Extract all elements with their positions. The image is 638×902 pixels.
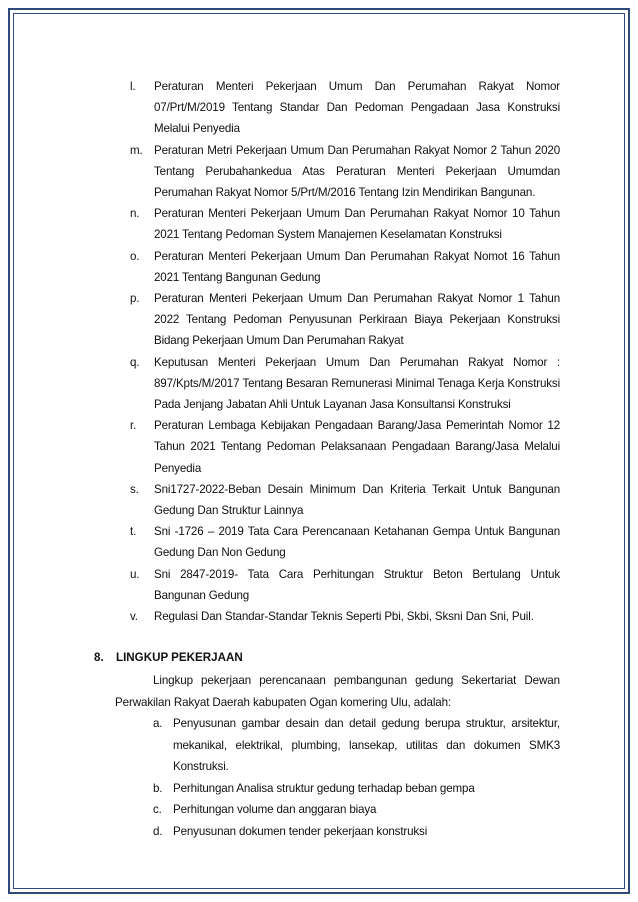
list-marker: n. xyxy=(130,207,140,221)
list-item xyxy=(153,799,560,821)
list-marker: p. xyxy=(130,292,140,306)
list-item xyxy=(153,713,560,778)
list-item xyxy=(130,479,560,521)
list-item xyxy=(130,352,560,416)
list-item-text: Peraturan Lembaga Kebijakan Pengadaan Barang/Jasa Pemerintah Nomor 12 Tahun 2021 Tentang Pedoman Pelaksanaan Pengadaan Barang/Jasa Melalui Penyedia xyxy=(154,419,560,475)
list-item xyxy=(130,521,560,563)
section-title: LINGKUP PEKERJAAN xyxy=(116,651,243,664)
list-marker: b. xyxy=(153,781,163,795)
list-item-text: Penyusunan dokumen tender pekerjaan konstruksi xyxy=(173,824,428,838)
list-item xyxy=(153,778,560,800)
section-number: 8. xyxy=(94,651,104,664)
list-marker: s. xyxy=(130,482,139,496)
list-marker: m. xyxy=(130,143,143,157)
list-item xyxy=(130,415,560,479)
list-marker: t. xyxy=(130,525,137,539)
list-item xyxy=(153,821,560,843)
list-item-text: Peraturan Menteri Pekerjaan Umum Dan Perumahan Rakyat Nomot 16 Tahun 2021 Tentang Bangunan Gedung xyxy=(154,249,560,284)
list-item-text: Peraturan Metri Pekerjaan Umum Dan Perumahan Rakyat Nomor 2 Tahun 2020 Tentang Perubahankedua Atas Peraturan Menteri Pekerjaan Umumdan Perumahan Rakyat Nomor 5/Prt/M/2016 Tentang Izin Mendirikan Bangunan. xyxy=(154,143,560,200)
list-marker: c. xyxy=(153,803,162,816)
list-item xyxy=(130,606,560,627)
list-item xyxy=(130,203,560,245)
list-item-text: Sni 2847-2019- Tata Cara Perhitungan Struktur Beton Bertulang Untuk Bangunan Gedung xyxy=(154,567,560,602)
list-item xyxy=(130,564,560,606)
list-item-text: Peraturan Menteri Pekerjaan Umum Dan Perumahan Rakyat Nomor 1 Tahun 2022 Tentang Pedoman Penyusunan Perkiraan Biaya Pekerjaan Konstruksi Bidang Pekerjaan Umum Dan Perumahan Rakyat xyxy=(154,292,560,348)
list-item-text: Keputusan Menteri Pekerjaan Umum Dan Perumahan Rakyat Nomor : 897/Kpts/M/2017 Tentang Besaran Remunerasi Minimal Tenaga Kerja Konstruksi Pada Jenjang Jabatan Ahli Untuk Layanan Jasa Konsultansi Konstruksi xyxy=(154,355,560,412)
paragraph-text: Lingkup pekerjaan perencanaan pembangunan gedung Sekertariat Dewan Perwakilan Rakyat Daerah kabupaten Ogan komering Ulu, adalah: xyxy=(115,674,560,709)
list-item xyxy=(130,288,560,352)
list-marker: l. xyxy=(130,80,136,93)
list-marker: o. xyxy=(130,249,140,263)
list-marker: u. xyxy=(130,567,140,581)
list-marker: a. xyxy=(153,717,163,730)
list-item xyxy=(130,246,560,288)
list-marker: d. xyxy=(153,824,163,838)
list-item-text: Perhitungan Analisa struktur gedung terhadap beban gempa xyxy=(173,781,475,795)
section-paragraph xyxy=(115,670,560,713)
scope-list xyxy=(153,713,560,842)
list-item-text: Regulasi Dan Standar-Standar Teknis Seperti Pbi, Skbi, Sksni Dan Sni, Puil. xyxy=(154,610,534,624)
list-item-text: Sni1727-2022-Beban Desain Minimum Dan Kriteria Terkait Untuk Bangunan Gedung Dan Struktur Lainnya xyxy=(154,482,560,518)
list-item-text: Peraturan Menteri Pekerjaan Umum Dan Perumahan Rakyat Nomor 07/Prt/M/2019 Tentang Standar Dan Pedoman Pengadaan Jasa Konstruksi Melalui Penyedia xyxy=(154,80,560,136)
regulation-list xyxy=(130,76,560,627)
list-item xyxy=(130,76,560,140)
list-item-text: Perhitungan volume dan anggaran biaya xyxy=(173,803,377,816)
list-marker: q. xyxy=(130,355,140,369)
list-marker: r. xyxy=(130,419,137,433)
list-item-text: Peraturan Menteri Pekerjaan Umum Dan Perumahan Rakyat Nomor 10 Tahun 2021 Tentang Pedoman System Manajemen Keselamatan Konstruksi xyxy=(154,207,560,242)
list-marker: v. xyxy=(130,610,138,624)
list-item xyxy=(130,140,560,204)
list-item-text: Penyusunan gambar desain dan detail gedung berupa struktur, arsitektur, mekanikal, elektrikal, plumbing, lansekap, utilitas dan dokumen SMK3 Konstruksi. xyxy=(173,717,560,773)
list-item-text: Sni -1726 – 2019 Tata Cara Perencanaan Ketahanan Gempa Untuk Bangunan Gedung Dan Non Gedung xyxy=(154,525,560,560)
section-heading xyxy=(94,647,243,668)
